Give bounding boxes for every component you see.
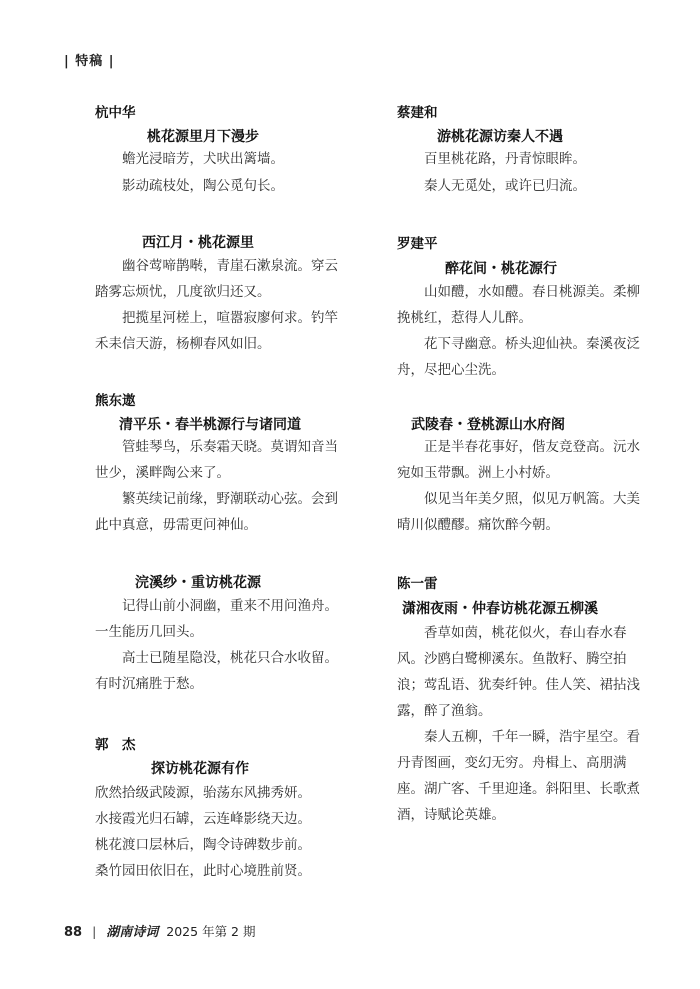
poem-stanza: 高士已随星隐没，桃花只合水收留。有时沉痛胜于愁。 xyxy=(95,650,338,692)
poem-author: 蔡建和 xyxy=(397,105,438,121)
poem-stanza: 山如醴，水如醴。春日桃源美。柔柳挽桃红，惹得人儿醉。 xyxy=(397,284,640,326)
poem-line: 欣然拾级武陵源，骀荡东风拂秀妍。 xyxy=(95,785,311,801)
poem-title: 桃花源里月下漫步 xyxy=(147,129,259,145)
poem-line: 水接霞光归石罅，云连峰影绕天边。 xyxy=(95,811,311,827)
poem-body xyxy=(397,434,647,538)
poem-body xyxy=(95,593,345,697)
page-footer xyxy=(64,921,255,940)
poem-body xyxy=(95,253,345,357)
section-label: | 特稿 | xyxy=(64,54,115,69)
poem-title: 游桃花源访秦人不遇 xyxy=(437,129,563,145)
poem-body xyxy=(95,434,345,538)
poem-author: 郭 杰 xyxy=(95,737,136,753)
poem-author: 杭中华 xyxy=(95,105,136,121)
poem-stanza: 似见当年美夕照，似见万帆篙。大美晴川似醴醪。痛饮醉今朝。 xyxy=(397,491,640,533)
poem-stanza: 正是半春花事好，偕友竞登高。沅水宛如玉带飘。洲上小村娇。 xyxy=(397,439,640,481)
footer-separator: | xyxy=(92,924,97,939)
poem-body xyxy=(397,620,647,828)
poem-stanza: 花下寻幽意。桥头迎仙袂。秦溪夜泛舟，尽把心尘洗。 xyxy=(397,336,640,378)
poem-line: 秦人无觅处，或许已归流。 xyxy=(424,178,586,194)
poem-body xyxy=(397,279,647,383)
poem-author: 陈一雷 xyxy=(397,576,438,592)
poem-author: 熊东遨 xyxy=(95,393,136,409)
poem-stanza: 幽谷莺啼鹊啭，青崖石漱泉流。穿云踏雾忘烦忧，几度欲归还又。 xyxy=(95,258,338,300)
poem-title: 探访桃花源有作 xyxy=(151,761,249,777)
poem-body xyxy=(122,146,284,200)
poem-author: 罗建平 xyxy=(397,236,438,252)
poem-title: 西江月・桃花源里 xyxy=(142,235,254,251)
poem-stanza: 管蛙琴鸟，乐奏霜天晓。莫谓知音当世少，溪畔陶公来了。 xyxy=(95,439,338,481)
poem-body xyxy=(95,780,345,884)
poem-stanza: 香草如茵，桃花似火，春山春水春风。沙鸥白鹭柳溪东。鱼散籽、腾空拍浪；莺乱语、犹奏纤钟。佳人笑、裙拈浅露，醉了渔翁。 xyxy=(397,625,640,719)
poem-line: 影动疏枝处，陶公觅句长。 xyxy=(122,178,284,194)
poem-title: 清平乐・春半桃源行与诸同道 xyxy=(119,417,301,433)
issue-label: 2025 年第 2 期 xyxy=(166,924,256,939)
poem-stanza: 把揽星河槎上，喧嚣寂廖何求。钓竿禾耒信天游，杨柳春风如旧。 xyxy=(95,310,338,352)
poem-stanza: 繁英续记前缘，野潮联动心弦。会到此中真意，毋需更问神仙。 xyxy=(95,491,338,533)
poem-stanza: 记得山前小洞幽，重来不用问渔舟。一生能历几回头。 xyxy=(95,598,338,640)
poem-stanza: 秦人五柳，千年一瞬，浩宇星空。看丹青图画，变幻无穷。舟楫上、高朋满座。湖广客、千里迎逢。斜阳里、长歌煮酒，诗赋论英雄。 xyxy=(397,729,640,823)
poem-title: 醉花间・桃花源行 xyxy=(445,261,557,277)
poem-line: 蟾光浸暗芳，犬吠出篱墙。 xyxy=(122,151,284,167)
poem-title: 潇湘夜雨・仲春访桃花源五柳溪 xyxy=(402,601,598,617)
poem-body xyxy=(424,146,586,200)
page-number: 88 xyxy=(64,925,83,940)
poem-line: 桑竹园田依旧在，此时心境胜前贤。 xyxy=(95,863,311,879)
poem-line: 百里桃花路，丹青惊眼眸。 xyxy=(424,151,586,167)
poem-title: 武陵春・登桃源山水府阁 xyxy=(411,417,565,433)
poem-title: 浣溪纱・重访桃花源 xyxy=(135,575,261,591)
poem-line: 桃花渡口层林后，陶令诗碑数步前。 xyxy=(95,837,311,853)
journal-name: 湖南诗词 xyxy=(106,925,159,940)
